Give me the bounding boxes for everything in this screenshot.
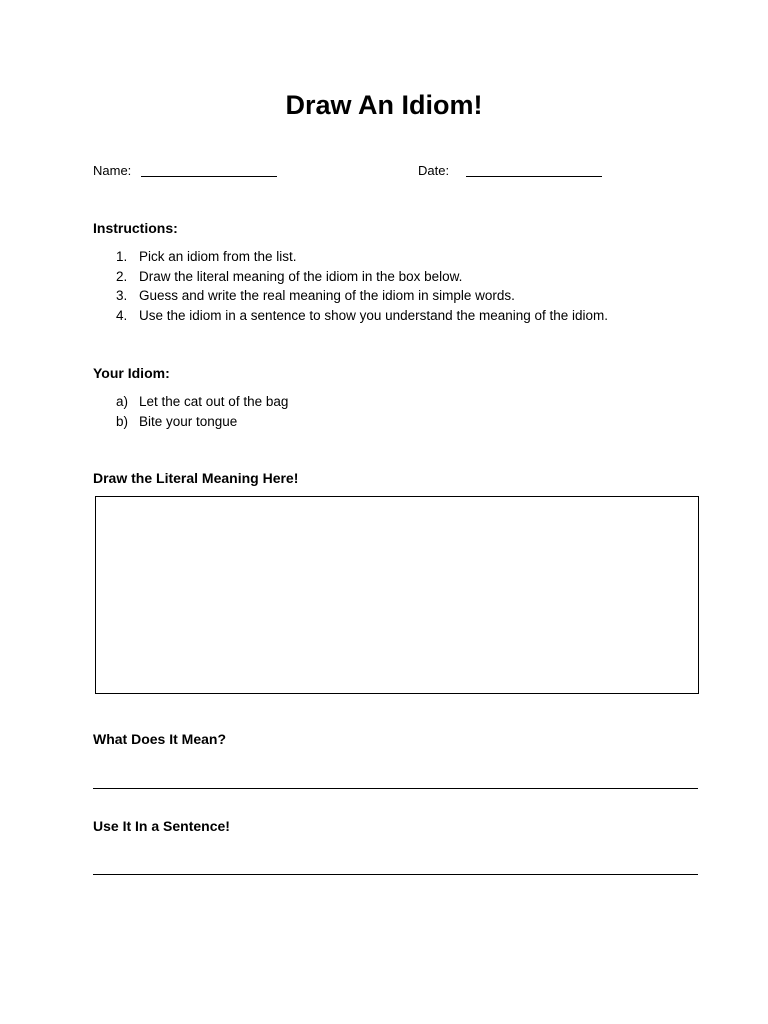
drawing-box[interactable] bbox=[95, 496, 699, 694]
date-field[interactable] bbox=[466, 176, 602, 177]
list-item bbox=[93, 392, 288, 412]
draw-heading: Draw the Literal Meaning Here! bbox=[93, 470, 299, 486]
meaning-answer-line[interactable] bbox=[93, 788, 698, 789]
list-item bbox=[93, 286, 608, 306]
date-label: Date: bbox=[418, 163, 450, 178]
list-item-text: Guess and write the real meaning of the idiom in simple words. bbox=[139, 288, 515, 303]
sentence-heading: Use It In a Sentence! bbox=[93, 818, 230, 834]
list-marker: 3. bbox=[116, 288, 128, 303]
list-item-text: Pick an idiom from the list. bbox=[139, 249, 297, 264]
idiom-list bbox=[93, 392, 288, 431]
name-label: Name: bbox=[93, 163, 132, 178]
list-item bbox=[93, 267, 608, 287]
list-marker: 4. bbox=[116, 307, 128, 323]
sentence-answer-line[interactable] bbox=[93, 874, 698, 875]
list-item-text: Use the idiom in a sentence to show you understand the meaning of the idiom. bbox=[139, 307, 609, 323]
instructions-heading: Instructions: bbox=[93, 220, 178, 236]
list-item-text: Bite your tongue bbox=[139, 413, 238, 429]
instructions-list bbox=[93, 247, 608, 325]
list-marker: 1. bbox=[116, 249, 128, 264]
list-item-text: Let the cat out of the bag bbox=[139, 394, 289, 409]
meaning-heading: What Does It Mean? bbox=[93, 731, 227, 747]
list-item bbox=[93, 412, 288, 432]
list-item bbox=[93, 247, 608, 267]
your-idiom-heading: Your Idiom: bbox=[93, 365, 170, 381]
list-marker: a) bbox=[116, 394, 129, 409]
name-field[interactable] bbox=[141, 176, 277, 177]
list-item bbox=[93, 306, 608, 326]
list-marker: 2. bbox=[116, 268, 128, 284]
list-item-text: Draw the literal meaning of the idiom in the box below. bbox=[139, 268, 463, 284]
page-title: Draw An Idiom! bbox=[285, 90, 483, 120]
list-marker: b) bbox=[116, 413, 129, 429]
